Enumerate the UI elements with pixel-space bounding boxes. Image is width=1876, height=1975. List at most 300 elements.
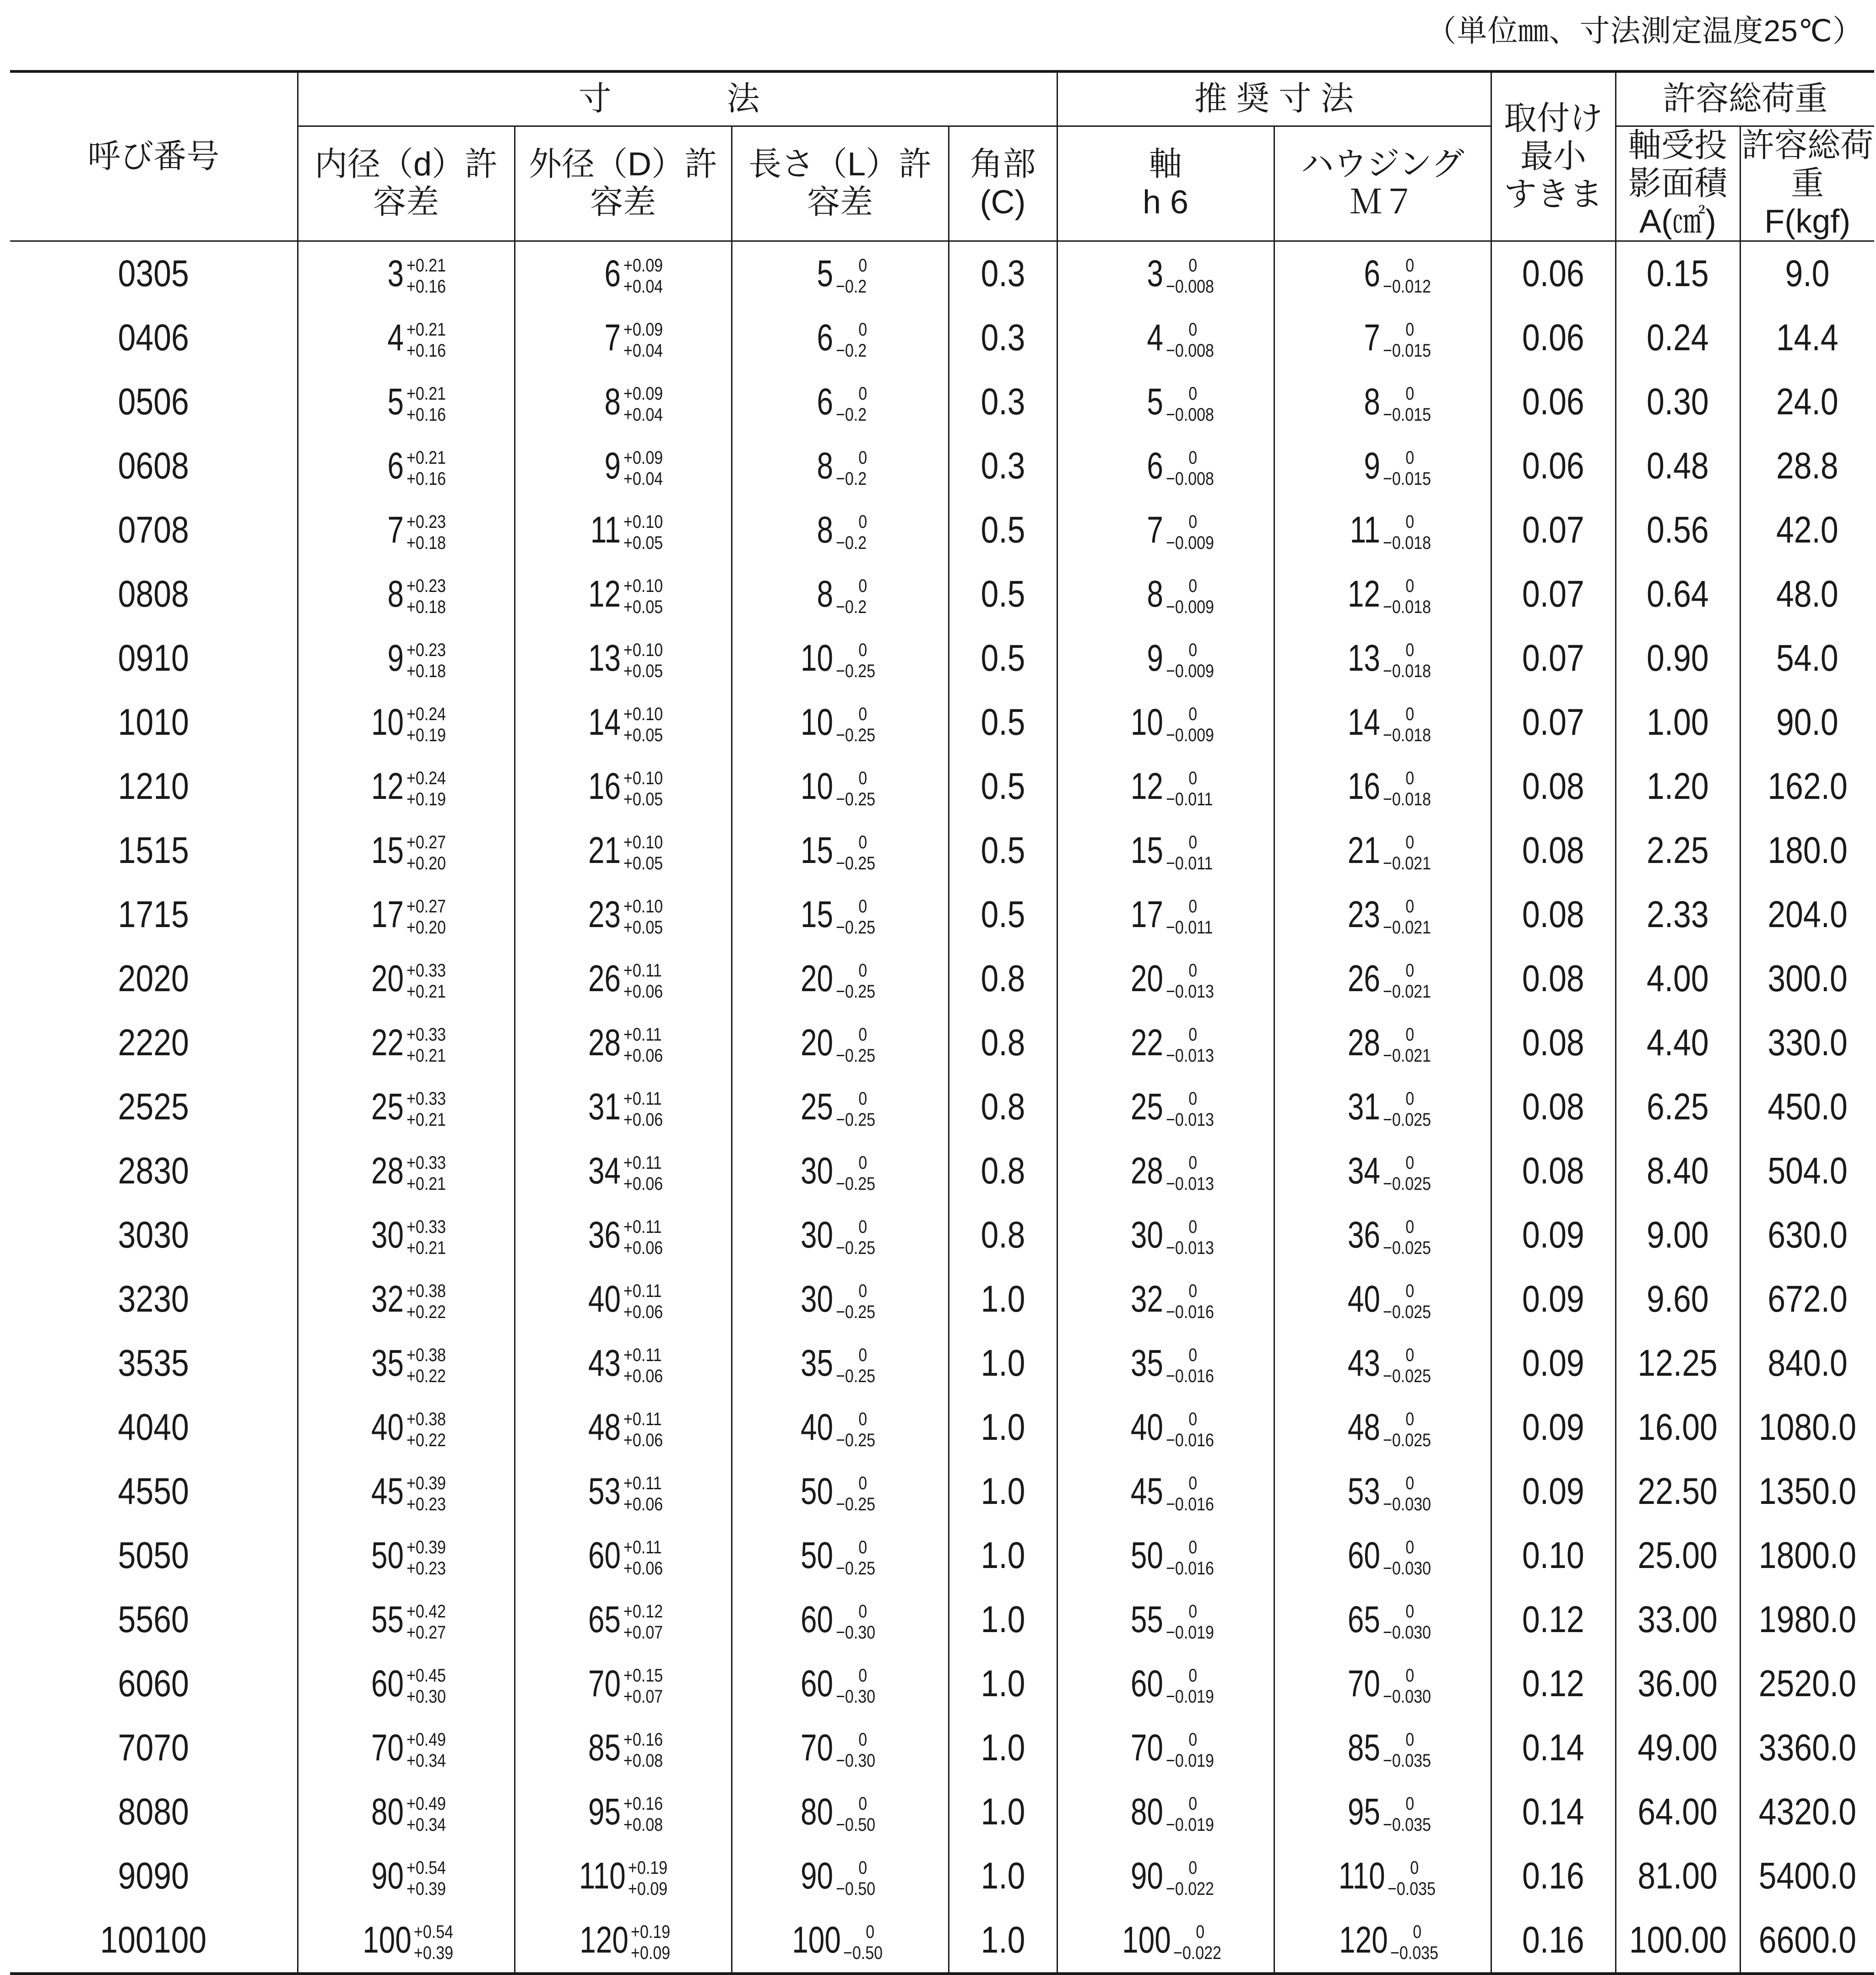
tolerance-cell xyxy=(515,1588,732,1652)
projected-area xyxy=(1616,819,1740,883)
allowable-load-value: 42.0 xyxy=(1776,509,1839,551)
value-with-tolerance xyxy=(566,1021,670,1065)
tolerance xyxy=(407,897,446,937)
projected-area-value: 0.30 xyxy=(1647,381,1709,423)
tolerance-lower: −0.25 xyxy=(835,1238,875,1259)
corner xyxy=(949,690,1057,754)
tolerance-lower: −0.25 xyxy=(835,1302,875,1323)
tolerance-cell xyxy=(515,1524,732,1588)
min-clearance-value: 0.12 xyxy=(1522,1599,1584,1641)
tolerance-lower: −0.018 xyxy=(1383,597,1431,618)
tolerance-upper: 0 xyxy=(1188,1473,1197,1494)
tolerance xyxy=(1383,1025,1431,1065)
tolerance-cell xyxy=(298,498,515,562)
tolerance-cell xyxy=(1057,1075,1274,1139)
projected-area xyxy=(1616,241,1740,306)
tolerance-upper: +0.23 xyxy=(406,512,446,532)
tolerance-upper: +0.27 xyxy=(406,832,446,853)
tolerance-lower: −0.009 xyxy=(1166,725,1214,746)
tolerance xyxy=(836,577,867,616)
tolerance-upper: +0.45 xyxy=(406,1666,446,1686)
corner xyxy=(949,819,1057,883)
projected-area-value: 9.00 xyxy=(1647,1214,1709,1256)
nominal-value: 7 xyxy=(604,317,621,359)
tolerance-upper: +0.10 xyxy=(623,576,663,597)
tolerance-upper: +0.23 xyxy=(406,640,446,661)
tolerance xyxy=(624,577,663,616)
tolerance-cell xyxy=(1057,1908,1274,1974)
allowable-load-value: 162.0 xyxy=(1768,765,1848,808)
tolerance xyxy=(836,1410,875,1449)
tolerance-upper: +0.19 xyxy=(628,1858,668,1878)
tolerance-upper: 0 xyxy=(858,1217,867,1237)
allowable-load-value: 204.0 xyxy=(1768,894,1848,936)
tolerance xyxy=(407,769,446,808)
value-with-tolerance xyxy=(1325,1342,1439,1385)
tolerance-cell xyxy=(1274,1011,1491,1075)
value-with-tolerance xyxy=(1325,1855,1444,1898)
value-with-tolerance xyxy=(349,1406,453,1449)
corner-value: 1.0 xyxy=(981,1470,1025,1513)
value-with-tolerance xyxy=(349,1021,453,1065)
tolerance xyxy=(624,769,663,808)
tolerance-lower: +0.06 xyxy=(623,1238,663,1259)
projected-area xyxy=(1616,754,1740,819)
tolerance-cell xyxy=(732,1011,949,1075)
allowable-load xyxy=(1740,1075,1874,1139)
tolerance-cell xyxy=(298,1395,515,1460)
value-with-tolerance xyxy=(1108,1726,1222,1770)
value-with-tolerance xyxy=(778,445,873,488)
allowable-load-value: 2520.0 xyxy=(1758,1663,1856,1705)
projected-area-value: 33.00 xyxy=(1637,1599,1718,1641)
value-with-tolerance xyxy=(1325,1150,1439,1193)
tolerance-lower: −0.016 xyxy=(1166,1494,1214,1515)
value-with-tolerance xyxy=(1108,765,1221,808)
tolerance-cell xyxy=(1274,1588,1491,1652)
tolerance-upper: +0.16 xyxy=(623,1730,663,1750)
tolerance-lower: +0.21 xyxy=(406,1046,446,1066)
nominal-value: 35 xyxy=(800,1342,833,1384)
tolerance-upper: 0 xyxy=(1405,1473,1414,1494)
value-with-tolerance xyxy=(566,829,670,873)
nominal-value: 60 xyxy=(800,1599,833,1641)
tolerance-cell xyxy=(298,1908,515,1974)
nominal-value: 35 xyxy=(1130,1342,1163,1384)
nominal-value: 32 xyxy=(371,1278,404,1320)
nominal-value: 50 xyxy=(371,1535,404,1577)
nominal-value: 16 xyxy=(588,765,621,808)
tolerance xyxy=(1383,1731,1431,1770)
projected-area-value: 2.33 xyxy=(1647,894,1709,936)
nominal-value: 10 xyxy=(1130,701,1163,743)
tolerance-cell xyxy=(1057,1331,1274,1395)
corner xyxy=(949,1588,1057,1652)
tolerance-cell xyxy=(732,1203,949,1267)
tolerance-cell xyxy=(298,306,515,370)
tolerance-cell xyxy=(1274,1139,1491,1203)
tolerance-cell xyxy=(515,370,732,434)
corner xyxy=(949,1908,1057,1974)
tolerance-lower: +0.27 xyxy=(406,1622,446,1643)
tolerance-upper: +0.11 xyxy=(623,1537,662,1558)
nominal-value: 100 xyxy=(1122,1919,1171,1961)
corner-value: 1.0 xyxy=(981,1342,1025,1384)
tolerance-lower: −0.008 xyxy=(1166,405,1214,425)
nominal-number-value: 1210 xyxy=(118,765,189,808)
corner xyxy=(949,1524,1057,1588)
tolerance-cell xyxy=(1274,1331,1491,1395)
value-with-tolerance xyxy=(1108,1662,1222,1706)
table-row xyxy=(10,1716,1874,1780)
tolerance xyxy=(407,1474,446,1514)
tolerance-lower: +0.20 xyxy=(406,917,446,938)
table-row xyxy=(10,1588,1874,1652)
min-clearance xyxy=(1491,1395,1616,1460)
value-with-tolerance xyxy=(566,1919,678,1962)
value-with-tolerance xyxy=(1108,1342,1222,1385)
tolerance xyxy=(1383,641,1431,680)
nominal-value: 8 xyxy=(816,573,833,615)
tolerance-upper: 0 xyxy=(858,1025,867,1045)
tolerance-upper: +0.11 xyxy=(623,1473,662,1494)
nominal-value: 20 xyxy=(800,1022,833,1064)
nominal-value: 70 xyxy=(1130,1727,1163,1769)
nominal-number-value: 100100 xyxy=(100,1919,207,1961)
min-clearance xyxy=(1491,1844,1616,1908)
nominal-value: 7 xyxy=(387,509,404,551)
tolerance xyxy=(1388,1859,1436,1898)
value-with-tolerance xyxy=(566,957,670,1001)
corner-value: 0.8 xyxy=(981,1150,1025,1192)
min-clearance xyxy=(1491,1908,1616,1974)
tolerance xyxy=(624,1025,663,1065)
tolerance-lower: −0.30 xyxy=(835,1687,875,1707)
tolerance-lower: +0.05 xyxy=(623,661,663,682)
tolerance-lower: −0.25 xyxy=(835,917,875,938)
tolerance-lower: −0.021 xyxy=(1383,917,1431,938)
nominal-value: 120 xyxy=(1339,1919,1388,1961)
nominal-number-value: 6060 xyxy=(118,1663,189,1705)
tolerance xyxy=(631,1923,670,1962)
allowable-load xyxy=(1740,626,1874,690)
tolerance-lower: +0.39 xyxy=(406,1879,446,1899)
min-clearance xyxy=(1491,370,1616,434)
tolerance-lower: +0.34 xyxy=(406,1751,446,1771)
min-clearance xyxy=(1491,1652,1616,1716)
tolerance xyxy=(1166,449,1214,488)
tolerance-upper: 0 xyxy=(1405,768,1414,789)
nominal-number xyxy=(10,1780,298,1844)
min-clearance xyxy=(1491,1780,1616,1844)
projected-area xyxy=(1616,1331,1740,1395)
tolerance-upper: 0 xyxy=(1188,1025,1197,1045)
nominal-number-value: 1515 xyxy=(118,830,189,872)
projected-area-value: 8.40 xyxy=(1647,1150,1709,1192)
corner xyxy=(949,883,1057,947)
tolerance xyxy=(1383,705,1431,744)
value-with-tolerance xyxy=(778,1150,882,1193)
corner-value: 1.0 xyxy=(981,1535,1025,1577)
tolerance-lower: −0.022 xyxy=(1166,1879,1214,1899)
projected-area xyxy=(1616,626,1740,690)
nominal-value: 9 xyxy=(1363,445,1380,487)
min-clearance-value: 0.09 xyxy=(1522,1278,1584,1320)
tolerance xyxy=(836,1282,875,1321)
projected-area-value: 4.40 xyxy=(1647,1022,1709,1064)
nominal-number-value: 4040 xyxy=(118,1406,189,1449)
nominal-value: 21 xyxy=(1347,830,1380,872)
value-with-tolerance xyxy=(778,957,882,1001)
nominal-value: 8 xyxy=(387,573,404,615)
value-with-tolerance xyxy=(566,765,670,808)
tolerance xyxy=(624,320,663,360)
tolerance-lower: −0.25 xyxy=(835,1430,875,1451)
min-clearance-value: 0.09 xyxy=(1522,1406,1584,1449)
tolerance xyxy=(624,641,663,680)
tolerance-lower: +0.21 xyxy=(406,1110,446,1130)
corner xyxy=(949,1011,1057,1075)
tolerance-cell xyxy=(1057,1267,1274,1331)
value-with-tolerance xyxy=(349,1791,453,1834)
nominal-value: 10 xyxy=(800,765,833,808)
tolerance xyxy=(1166,1666,1214,1706)
min-clearance xyxy=(1491,306,1616,370)
value-with-tolerance xyxy=(1325,380,1439,424)
tolerance-cell xyxy=(515,562,732,626)
allowable-load xyxy=(1740,1267,1874,1331)
min-clearance-value: 0.08 xyxy=(1522,1022,1584,1064)
tolerance-upper: +0.10 xyxy=(623,704,663,725)
tolerance-cell xyxy=(1274,1908,1491,1974)
tolerance-upper: 0 xyxy=(1405,512,1414,532)
nominal-value: 7 xyxy=(1146,509,1163,551)
tolerance-cell xyxy=(732,690,949,754)
allowable-load xyxy=(1740,1460,1874,1524)
nominal-value: 10 xyxy=(800,637,833,679)
tolerance xyxy=(624,1666,663,1706)
nominal-value: 50 xyxy=(800,1470,833,1513)
tolerance-lower: −0.013 xyxy=(1166,1110,1214,1130)
projected-area-value: 36.00 xyxy=(1637,1663,1718,1705)
tolerance-lower: +0.06 xyxy=(623,982,663,1002)
value-with-tolerance xyxy=(1108,252,1222,296)
tolerance-lower: −0.015 xyxy=(1383,341,1431,361)
corner xyxy=(949,1203,1057,1267)
tolerance-upper: 0 xyxy=(1188,1217,1197,1237)
nominal-value: 60 xyxy=(371,1663,404,1705)
tolerance-lower: +0.04 xyxy=(623,277,663,297)
min-clearance xyxy=(1491,1203,1616,1267)
corner-value: 1.0 xyxy=(981,1727,1025,1769)
table-row xyxy=(10,1395,1874,1460)
value-with-tolerance xyxy=(349,252,453,296)
min-clearance xyxy=(1491,1524,1616,1588)
value-with-tolerance xyxy=(349,1919,461,1962)
corner-value: 1.0 xyxy=(981,1663,1025,1705)
tolerance xyxy=(407,256,446,296)
tolerance-cell xyxy=(1274,1716,1491,1780)
nominal-value: 12 xyxy=(1130,765,1163,808)
tolerance xyxy=(1383,1795,1431,1834)
value-with-tolerance xyxy=(778,1662,882,1706)
nominal-value: 25 xyxy=(1130,1086,1163,1128)
tolerance-upper: 0 xyxy=(1196,1922,1205,1942)
value-with-tolerance xyxy=(349,1598,453,1642)
tolerance-lower: −0.019 xyxy=(1166,1622,1214,1643)
nominal-number-value: 0808 xyxy=(118,573,189,615)
nominal-number xyxy=(10,690,298,754)
tolerance-cell xyxy=(1057,1652,1274,1716)
allowable-load xyxy=(1740,1203,1874,1267)
nominal-number-value: 0910 xyxy=(118,637,189,679)
nominal-value: 30 xyxy=(1130,1214,1163,1256)
value-with-tolerance xyxy=(1108,1470,1222,1514)
tolerance-upper: 0 xyxy=(858,255,867,276)
tolerance-lower: −0.015 xyxy=(1383,405,1431,425)
tolerance xyxy=(836,320,867,360)
value-with-tolerance xyxy=(566,509,670,552)
allowable-load xyxy=(1740,370,1874,434)
tolerance-cell xyxy=(298,1780,515,1844)
nominal-value: 17 xyxy=(371,894,404,936)
tolerance xyxy=(836,1859,875,1898)
table-row xyxy=(10,1460,1874,1524)
value-with-tolerance xyxy=(778,1919,890,1962)
tolerance xyxy=(414,1923,453,1962)
tolerance-cell xyxy=(298,434,515,498)
tolerance-lower: −0.009 xyxy=(1166,661,1214,682)
tolerance xyxy=(1166,1410,1214,1449)
nominal-number-value: 7070 xyxy=(118,1727,189,1769)
nominal-number xyxy=(10,754,298,819)
tolerance-cell xyxy=(1274,370,1491,434)
tolerance-cell xyxy=(298,1524,515,1588)
tolerance-cell xyxy=(732,1844,949,1908)
nominal-value: 11 xyxy=(590,509,621,551)
tolerance-lower: +0.21 xyxy=(406,1238,446,1259)
tolerance-cell xyxy=(515,1331,732,1395)
nominal-value: 6 xyxy=(1146,445,1163,487)
projected-area-value: 0.90 xyxy=(1647,637,1709,679)
nominal-value: 40 xyxy=(1130,1406,1163,1449)
value-with-tolerance xyxy=(349,509,453,552)
nominal-value: 43 xyxy=(1347,1342,1380,1384)
tolerance-cell xyxy=(1057,370,1274,434)
min-clearance-value: 0.08 xyxy=(1522,765,1584,808)
corner-value: 0.5 xyxy=(981,894,1025,936)
tolerance-lower: −0.008 xyxy=(1166,341,1214,361)
tolerance xyxy=(407,1859,446,1898)
min-clearance xyxy=(1491,947,1616,1011)
tolerance-lower: −0.018 xyxy=(1383,725,1431,746)
tolerance xyxy=(1383,449,1431,488)
allowable-load-value: 3360.0 xyxy=(1758,1727,1856,1769)
tolerance-lower: −0.50 xyxy=(835,1879,875,1899)
tolerance-lower: +0.18 xyxy=(406,597,446,618)
value-with-tolerance xyxy=(1108,1855,1222,1898)
tolerance-lower: +0.23 xyxy=(406,1494,446,1515)
value-with-tolerance xyxy=(566,252,670,296)
header-outer: 外径（D）許容差 xyxy=(515,126,732,241)
nominal-value: 60 xyxy=(1347,1535,1380,1577)
corner xyxy=(949,1139,1057,1203)
min-clearance-value: 0.06 xyxy=(1522,253,1584,295)
tolerance-upper: +0.10 xyxy=(623,640,663,661)
tolerance-lower: −0.25 xyxy=(835,1494,875,1515)
nominal-value: 25 xyxy=(800,1086,833,1128)
allowable-load xyxy=(1740,1395,1874,1460)
tolerance-upper: 0 xyxy=(1405,832,1414,853)
value-with-tolerance xyxy=(1325,252,1439,296)
tolerance-cell xyxy=(298,1203,515,1267)
tolerance xyxy=(624,513,663,552)
tolerance-cell xyxy=(732,947,949,1011)
min-clearance-value: 0.08 xyxy=(1522,1150,1584,1192)
allowable-load-value: 1350.0 xyxy=(1758,1470,1856,1513)
nominal-value: 30 xyxy=(371,1214,404,1256)
tolerance-lower: +0.05 xyxy=(623,853,663,874)
tolerance-upper: +0.10 xyxy=(623,896,663,917)
tolerance xyxy=(836,961,875,1001)
tolerance xyxy=(1383,1346,1431,1385)
tolerance-upper: 0 xyxy=(1405,1537,1414,1558)
nominal-value: 100 xyxy=(362,1919,412,1961)
nominal-number-value: 0406 xyxy=(118,317,189,359)
tolerance-cell xyxy=(515,1395,732,1460)
value-with-tolerance xyxy=(778,893,882,937)
tolerance-upper: +0.11 xyxy=(623,1089,662,1109)
value-with-tolerance xyxy=(349,701,453,744)
tolerance-cell xyxy=(1057,1716,1274,1780)
tolerance-lower: −0.018 xyxy=(1383,533,1431,553)
tolerance-cell xyxy=(298,754,515,819)
tolerance-cell xyxy=(1274,1524,1491,1588)
projected-area xyxy=(1616,1908,1740,1974)
value-with-tolerance xyxy=(566,1214,670,1257)
projected-area xyxy=(1616,498,1740,562)
nominal-number-value: 9090 xyxy=(118,1855,189,1897)
tolerance-upper: 0 xyxy=(866,1922,875,1942)
value-with-tolerance xyxy=(1325,573,1439,616)
tolerance xyxy=(1166,897,1213,937)
tolerance-upper: 0 xyxy=(1188,640,1197,661)
corner xyxy=(949,306,1057,370)
tolerance-cell xyxy=(515,1460,732,1524)
nominal-number-value: 3535 xyxy=(118,1342,189,1384)
tolerance-cell xyxy=(515,819,732,883)
tolerance-upper: +0.38 xyxy=(406,1345,446,1366)
min-clearance xyxy=(1491,1588,1616,1652)
tolerance-upper: +0.10 xyxy=(623,832,663,853)
tolerance-cell xyxy=(1274,1395,1491,1460)
tolerance xyxy=(1383,1666,1431,1706)
tolerance xyxy=(407,1025,446,1065)
nominal-value: 70 xyxy=(371,1727,404,1769)
nominal-number-value: 4550 xyxy=(118,1470,189,1513)
nominal-value: 6 xyxy=(1363,253,1380,295)
tolerance-lower: −0.035 xyxy=(1383,1815,1431,1835)
value-with-tolerance xyxy=(349,380,453,424)
corner xyxy=(949,434,1057,498)
tolerance-cell xyxy=(1274,690,1491,754)
tolerance xyxy=(407,705,446,744)
value-with-tolerance xyxy=(778,1342,882,1385)
tolerance xyxy=(1383,1090,1431,1129)
projected-area-value: 1.20 xyxy=(1647,765,1709,808)
corner-value: 1.0 xyxy=(981,1791,1025,1833)
tolerance xyxy=(407,1346,446,1385)
